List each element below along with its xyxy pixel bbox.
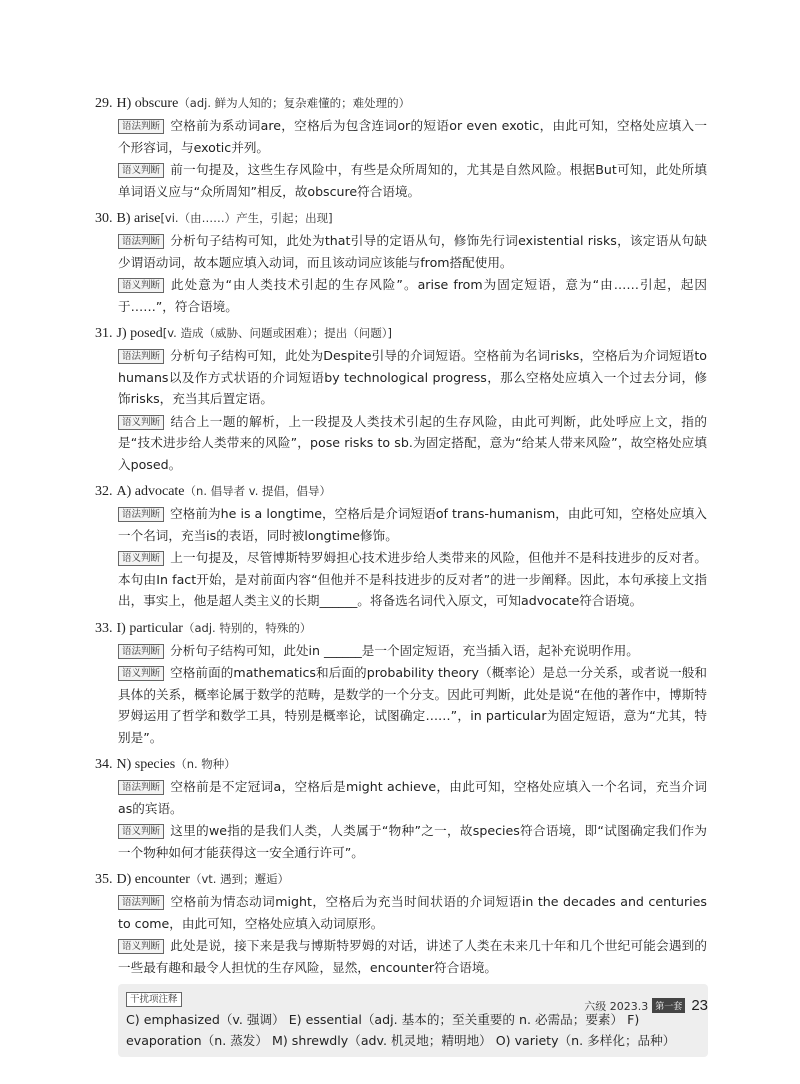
page-footer xyxy=(584,997,708,1014)
section-badge: 第一套 xyxy=(652,998,685,1013)
analysis-paragraph xyxy=(95,411,707,476)
judgment-tag: 语义判断 xyxy=(118,278,164,293)
judgment-tag: 语法判断 xyxy=(118,507,164,522)
question-number: 32. xyxy=(95,484,113,499)
question-number: 31. xyxy=(95,326,113,341)
judgment-tag: 语法判断 xyxy=(118,349,164,364)
analysis-paragraph xyxy=(95,640,707,662)
question-number: 30. xyxy=(95,211,113,226)
distractor-text: C) emphasized（v. 强调） E) essential（adj. 基本的；至关重要的 n. 必需品；要素） F) evaporation（n. 蒸发） M) shrewdly（adv. 机灵地；精明地） O) variety（n. 多样化；品种） xyxy=(126,1012,676,1048)
word-gloss: （n. 倡导者 v. 提倡，倡导） xyxy=(184,484,332,498)
word-gloss: [v. 造成（威胁、问题或困难）；提出（问题）] xyxy=(162,326,392,340)
judgment-tag: 语义判断 xyxy=(118,939,164,954)
analysis-paragraph xyxy=(95,776,707,819)
analysis-text: 空格前为情态动词might，空格后为充当时间状语的介词短语in the decades and centuries to come，由此可知，空格处应填入动词原形。 xyxy=(118,894,707,931)
judgment-tag: 语法判断 xyxy=(118,234,164,249)
judgment-tag: 语法判断 xyxy=(118,119,164,134)
word-gloss: （vt. 遇到；邂逅） xyxy=(189,872,290,886)
word-gloss: （adj. 特别的，特殊的） xyxy=(182,620,312,635)
entry-heading xyxy=(95,208,707,229)
answer-entry xyxy=(95,618,707,749)
judgment-tag: 语法判断 xyxy=(118,780,164,795)
analysis-paragraph xyxy=(95,503,707,546)
judgment-tag: 语义判断 xyxy=(118,824,164,839)
judgment-tag: 语法判断 xyxy=(118,895,164,910)
question-number: 34. xyxy=(95,757,113,772)
entry-heading xyxy=(95,93,707,114)
analysis-text: 分析句子结构可知，此处为that引导的定语从句，修饰先行词existential risks，该定语从句缺少谓语动词，故本题应填入动词，而且该动词应该能与from搭配使用。 xyxy=(118,233,707,270)
answer-entry xyxy=(95,481,707,612)
answer-word: I) particular xyxy=(116,620,183,636)
answer-entry xyxy=(95,754,707,863)
analysis-paragraph xyxy=(95,547,707,612)
entry-heading xyxy=(95,618,707,639)
analysis-text: 结合上一题的解析，上一段提及人类技术引起的生存风险，由此可判断，此处呼应上文，指的是“技术进步给人类带来的风险”，pose risks to sb.为固定搭配，意为“给某人带来风险”，故空格处应填入posed。 xyxy=(118,413,707,472)
question-number: 35. xyxy=(95,872,113,887)
distractor-tag: 干扰项注释 xyxy=(126,992,182,1007)
analysis-paragraph xyxy=(95,345,707,410)
analysis-paragraph xyxy=(95,115,707,158)
analysis-paragraph xyxy=(95,230,707,273)
analysis-text: 分析句子结构可知，此处in ______是一个固定短语，充当插入语，起补充说明作用。 xyxy=(170,642,639,658)
entry-heading xyxy=(95,754,707,775)
analysis-text: 前一句提及，这些生存风险中，有些是众所周知的，尤其是自然风险。根据But可知，此处所填单词语义应与“众所周知”相反，故obscure符合语境。 xyxy=(118,162,707,199)
analysis-text: 上一句提及，尽管博斯特罗姆担心技术进步给人类带来的风险，但他并不是科技进步的反对者。本句由In fact开始，是对前面内容“但他并不是科技进步的反对者”的进一步阐释。因此，本句承接上文指出，事实上，他是超人类主义的长期______。将备选名词代入原文，可知advocate符合语境。 xyxy=(118,550,707,608)
answer-entry xyxy=(95,208,707,317)
analysis-text: 这里的we指的是我们人类，人类属于“物种”之一，故species符合语境，即“试图确定我们作为一个物种如何才能获得这一安全通行许可”。 xyxy=(118,823,707,860)
analysis-text: 空格前是不定冠词a，空格后是might achieve，由此可知，空格处应填入一个名词，充当介词as的宾语。 xyxy=(118,779,707,816)
word-gloss: （adj. 鲜为人知的；复杂难懂的；难处理的） xyxy=(178,96,411,110)
analysis-paragraph xyxy=(95,274,707,317)
analysis-text: 空格前为he is a longtime，空格后是介词短语of trans-humanism，由此可知，空格处应填入一个名词，充当is的表语，同时被longtime修饰。 xyxy=(118,506,707,543)
judgment-tag: 语义判断 xyxy=(118,163,164,178)
judgment-tag: 语义判断 xyxy=(118,666,164,681)
entry-heading xyxy=(95,869,707,890)
analysis-text: 此处是说，接下来是我与博斯特罗姆的对话，讲述了人类在未来几十年和几个世纪可能会遇到的一些最有趣和最令人担忧的生存风险，显然，encounter符合语境。 xyxy=(118,938,707,975)
analysis-text: 空格前面的mathematics和后面的probability theory（概率论）是总一分关系，或者说一般和具体的关系，概率论属于数学的范畴，是数学的一个分支。因此可判断，此处是说“在他的著作中，博斯特罗姆运用了哲学和数学工具，特别是概率论，试图确定……”，in particular为固定短语，意为“尤其，特别是”。 xyxy=(118,665,707,745)
question-number: 33. xyxy=(95,620,113,636)
question-number: 29. xyxy=(95,96,113,111)
entry-heading xyxy=(95,481,707,502)
answer-entry xyxy=(95,323,707,475)
answer-word: D) encounter xyxy=(116,872,190,887)
answer-entry xyxy=(95,869,707,978)
analysis-paragraph xyxy=(95,662,707,748)
answer-word: A) advocate xyxy=(116,484,185,499)
page-number: 23 xyxy=(691,997,708,1014)
answer-word: J) posed xyxy=(116,326,163,341)
word-gloss: （n. 物种） xyxy=(175,757,236,771)
word-gloss: [vi.（由……）产生，引起；出现] xyxy=(160,211,333,225)
judgment-tag: 语法判断 xyxy=(118,644,164,659)
judgment-tag: 语义判断 xyxy=(118,415,164,430)
distractor-notes-box xyxy=(118,984,708,1057)
entry-heading xyxy=(95,323,707,344)
answer-entry xyxy=(95,93,707,202)
analysis-paragraph xyxy=(95,891,707,934)
analysis-paragraph xyxy=(95,935,707,978)
answer-word: N) species xyxy=(116,757,176,772)
analysis-text: 分析句子结构可知，此处为Despite引导的介词短语。空格前为名词risks，空格后为介词短语to humans以及作方式状语的介词短语by technological progress，那么空格处应填入一个过去分词，修饰risks，充当其后置定语。 xyxy=(118,348,707,406)
judgment-tag: 语义判断 xyxy=(118,551,164,566)
analysis-paragraph xyxy=(95,159,707,202)
answer-explanations xyxy=(95,93,707,1057)
analysis-text: 此处意为“由人类技术引起的生存风险”。arise from为固定短语，意为“由……引起，起因于……”，符合语境。 xyxy=(118,277,707,314)
footer-label: 六级 2023.3 xyxy=(584,999,649,1013)
analysis-text: 空格前为系动词are，空格后为包含连词or的短语or even exotic，由此可知，空格处应填入一个形容词，与exotic并列。 xyxy=(118,118,707,155)
answer-word: H) obscure xyxy=(116,96,179,111)
answer-word: B) arise xyxy=(116,211,161,226)
analysis-paragraph xyxy=(95,820,707,863)
